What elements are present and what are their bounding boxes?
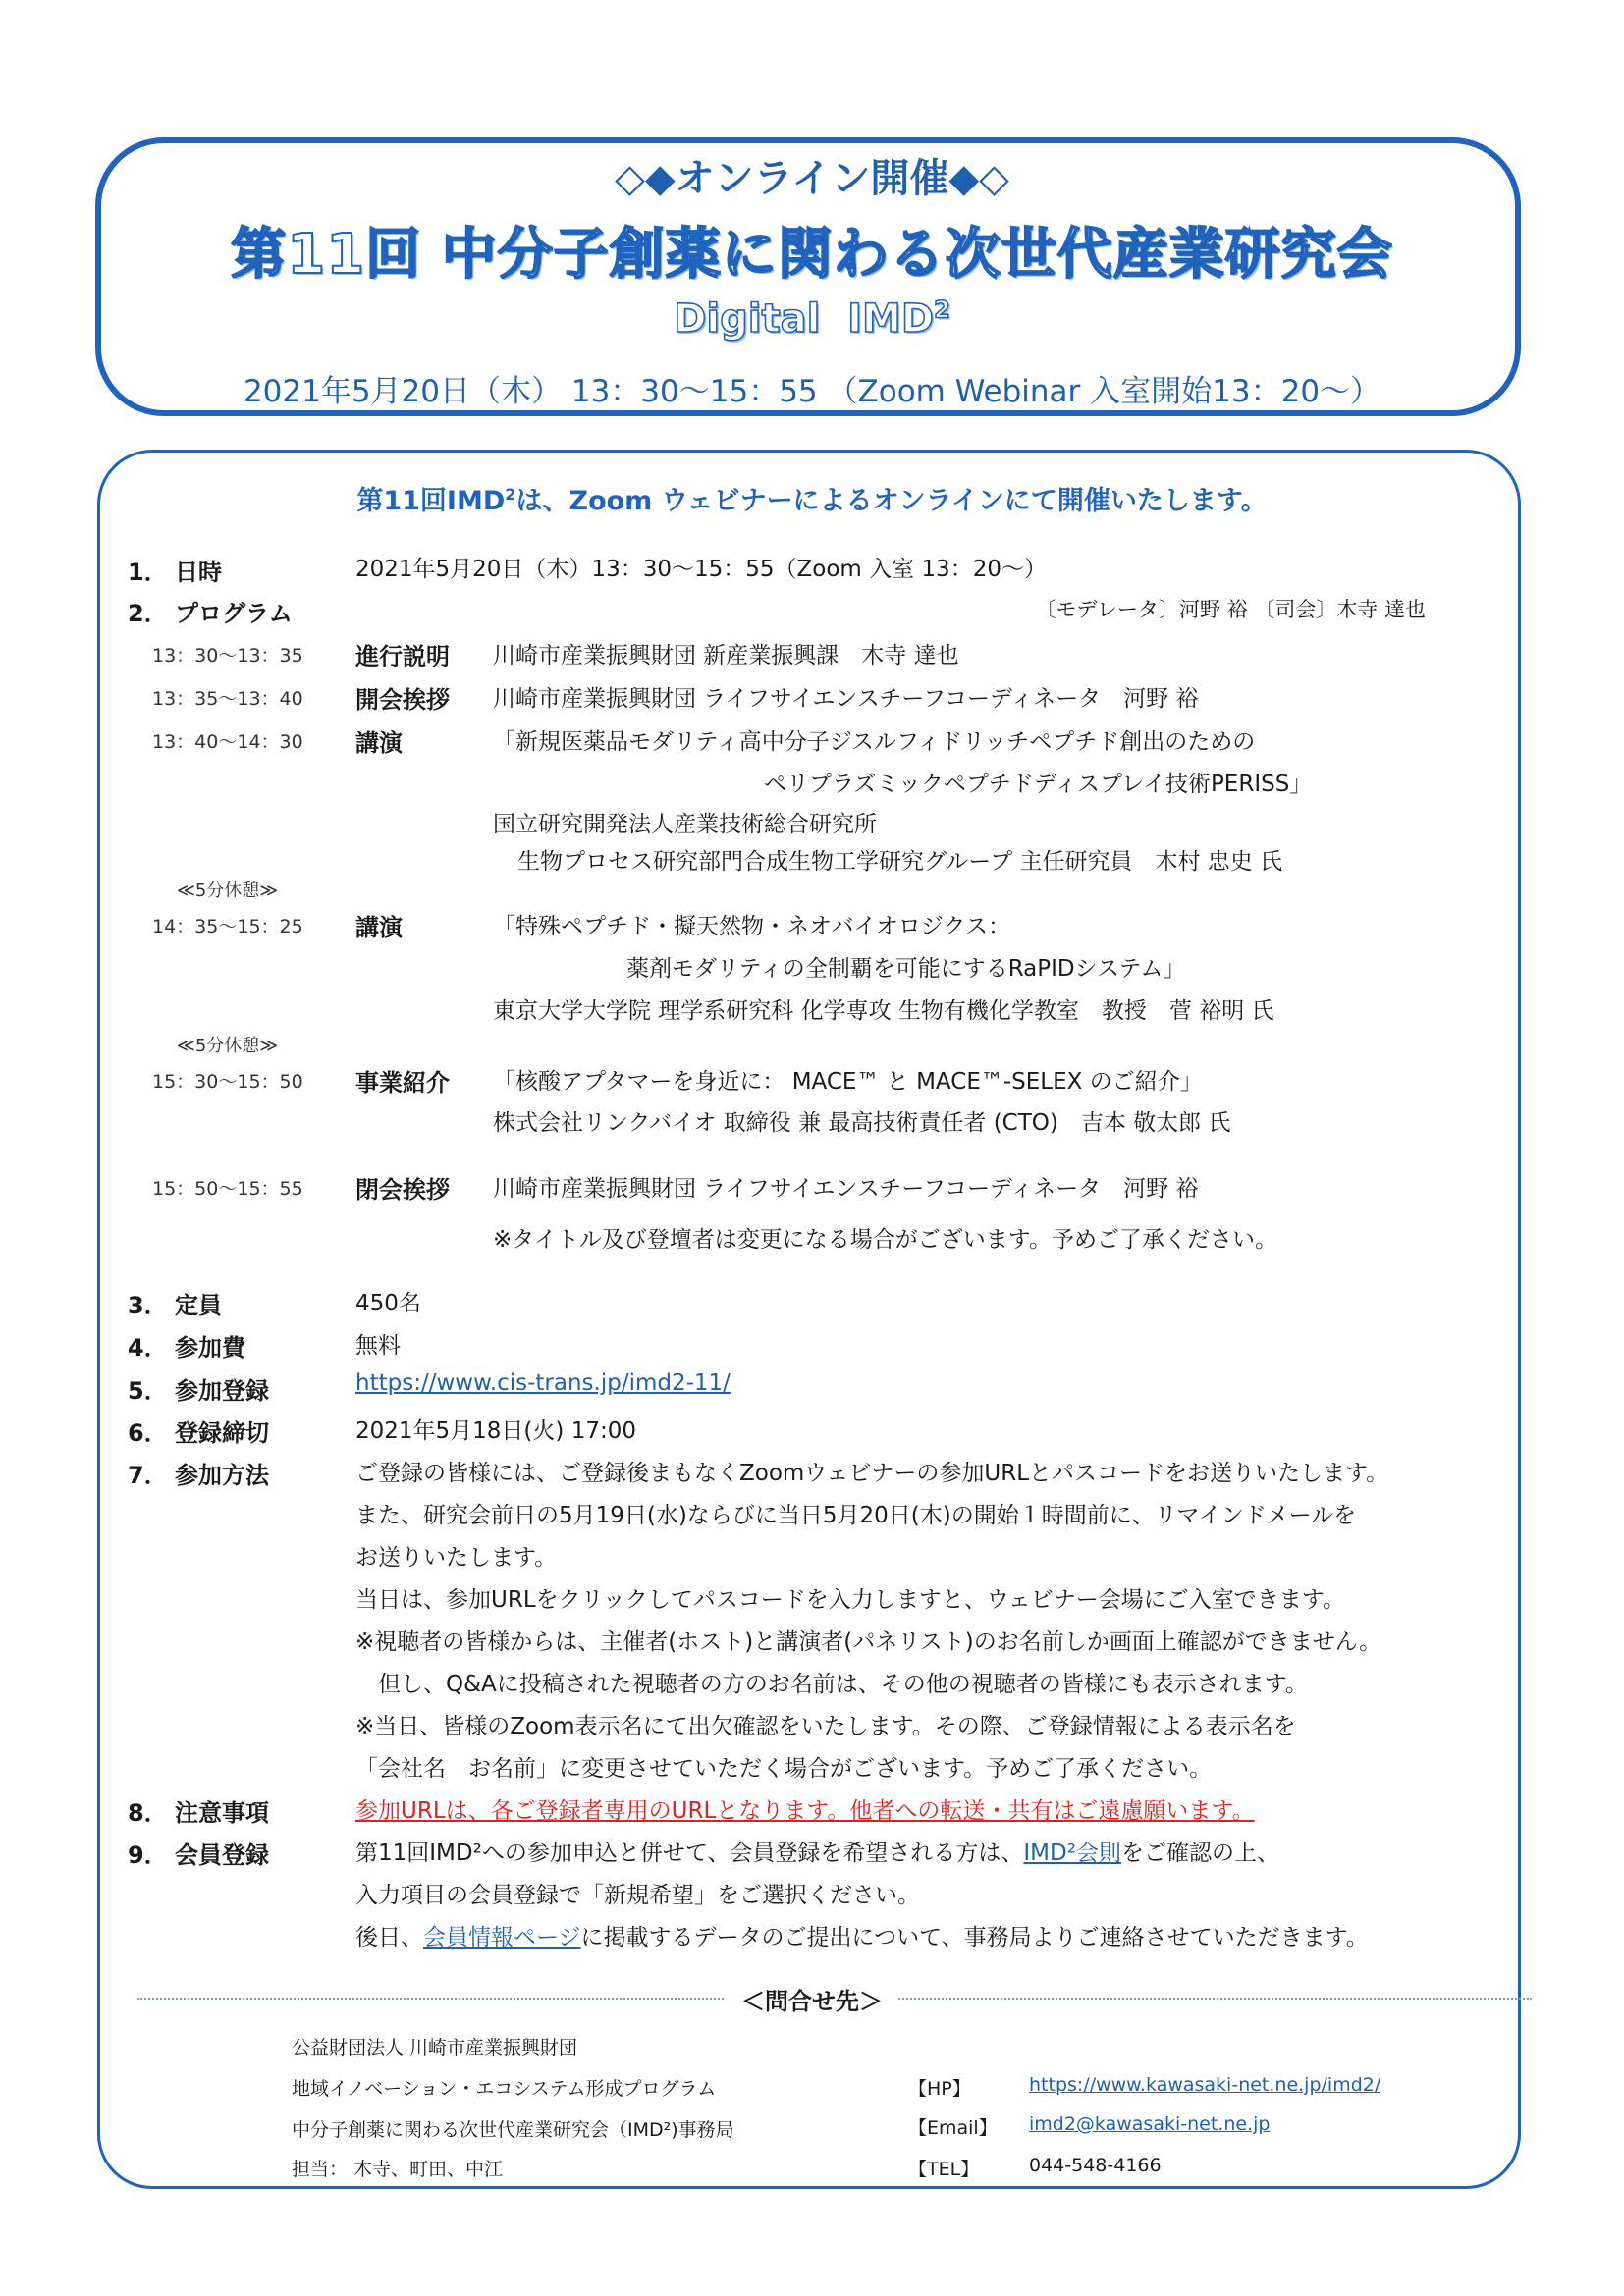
capacity-value: 450名	[355, 1291, 421, 1316]
section-3-number: 3．	[128, 1292, 168, 1319]
contact-org1: 公益財団法人 川崎市産業振興財団	[292, 2037, 578, 2058]
subtitle-sup: 2	[934, 295, 950, 324]
email-label: 【Email】	[908, 2117, 998, 2139]
program-moderator: 〔モデレータ〕河野 裕 〔司会〕木寺 達也	[1035, 598, 1426, 621]
membership-pre: 後日、	[355, 1925, 423, 1950]
section-2-label: プログラム	[175, 600, 293, 627]
membership-post: をご確認の上、	[1120, 1841, 1279, 1866]
membership-line-1	[355, 1835, 1279, 1867]
section-7-number: 7．	[128, 1462, 168, 1489]
program-note: ※タイトル及び登壇者は変更になる場合がございます。予めご了承ください。	[493, 1227, 1277, 1253]
section-5-number: 5．	[128, 1377, 168, 1405]
caution-text: 参加URLは、各ご登録者専用のURLとなります。他者への転送・共有はご遠慮願います。	[355, 1798, 1255, 1824]
section-6-label: 登録締切	[175, 1419, 269, 1447]
section-5-label: 参加登録	[175, 1377, 269, 1405]
contact-org2: 地域イノベーション・エコシステム形成プログラム	[292, 2078, 717, 2100]
section-9-label: 会員登録	[175, 1842, 269, 1869]
program-line: 川崎市産業振興財団 ライフサイエンスチーフコーディネータ 河野 裕	[493, 686, 1199, 712]
program-line: 川崎市産業振興財団 新産業振興課 木寺 達也	[493, 643, 959, 668]
contact-heading: ＜問合せ先＞	[726, 1988, 898, 2015]
method-line: 当日は、参加URLをクリックしてパスコードを入力しますと、ウェビナー会場にご入室できます。	[355, 1587, 1345, 1613]
talk-title-line-1: 「特殊ペプチド・擬天然物・ネオバイオロジクス：	[493, 914, 1011, 939]
talk-title-line-2: 薬剤モダリティの全制覇を可能にするRaPIDシステム」	[626, 956, 1186, 982]
speaker-name: 生物プロセス研究部門合成生物工学研究グループ 主任研究員 木村 忠史 氏	[517, 849, 1283, 875]
contact-org3: 中分子創薬に関わる次世代産業研究会（IMD²)事務局	[292, 2119, 734, 2141]
program-kind: 閉会挨拶	[355, 1176, 450, 1203]
speaker-name: 東京大学大学院 理学系研究科 化学専攻 生物有機化学教室 教授 菅 裕明 氏	[493, 998, 1274, 1024]
event-subtitle	[0, 296, 1624, 342]
tel-value: 044-548-4166	[1029, 2155, 1162, 2176]
break-label: ≪5分休憩≫	[177, 1036, 279, 1056]
member-info-link[interactable]: 会員情報ページ	[423, 1925, 581, 1950]
program-time: 13：35～13：40	[152, 688, 303, 710]
method-line: お送りいたします。	[355, 1545, 558, 1571]
method-line: ※視聴者の皆様からは、主催者(ホスト)と講演者(パネリスト)のお名前しか画面上確認ができません。	[355, 1629, 1382, 1655]
subtitle-imd: IMD	[847, 296, 935, 342]
section-4-label: 参加費	[175, 1334, 245, 1362]
program-time: 13：30～13：35	[152, 645, 303, 667]
fee-value: 無料	[355, 1333, 401, 1359]
section-8-label: 注意事項	[175, 1799, 269, 1827]
contact-staff: 担当： 木寺、町田、中江	[292, 2159, 504, 2180]
contact-heading-wrap	[0, 1982, 1624, 2016]
speaker-affiliation: 国立研究開発法人産業技術総合研究所	[493, 812, 877, 837]
program-time: 13：40～14：30	[152, 731, 303, 753]
speaker-name: 株式会社リンクバイオ 取締役 兼 最高技術責任者 (CTO) 吉本 敬太郎 氏	[493, 1110, 1231, 1136]
method-line: 但し、Q&Aに投稿された視聴者の方のお名前は、その他の視聴者の皆様にも表示されます。	[355, 1672, 1308, 1697]
method-line: また、研究会前日の5月19日(水)ならびに当日5月20日(木)の開始１時間前に、リマインドメールを	[355, 1503, 1357, 1528]
section-1-text: 2021年5月20日（木）13：30～15：55（Zoom 入室 13：20～）	[355, 557, 1047, 582]
section-1-label: 日時	[175, 559, 222, 586]
intro-pre: 第11回IMD	[356, 486, 506, 516]
program-line: 川崎市産業振興財団 ライフサイエンスチーフコーディネータ 河野 裕	[493, 1176, 1199, 1201]
membership-post: に掲載するデータのご提出について、事務局よりご連絡させていただきます。	[580, 1925, 1369, 1950]
hp-link[interactable]: https://www.kawasaki-net.ne.jp/imd2/	[1029, 2074, 1381, 2096]
email-link[interactable]: imd2@kawasaki-net.ne.jp	[1029, 2113, 1271, 2135]
intro-post: は、Zoom ウェビナーによるオンラインにて開催いたします。	[515, 486, 1268, 516]
talk-title-line-2: ペリプラズミックペプチドディスプレイ技術PERISS」	[764, 772, 1313, 797]
section-7-label: 参加方法	[175, 1462, 269, 1489]
membership-line-2: 入力項目の会員登録で「新規希望」をご選択ください。	[355, 1883, 920, 1908]
program-time: 15：50～15：55	[152, 1178, 303, 1200]
section-4-number: 4．	[128, 1334, 168, 1362]
intro-text	[0, 479, 1624, 517]
program-kind: 開会挨拶	[355, 686, 450, 714]
deadline-value: 2021年5月18日(火) 17:00	[355, 1418, 636, 1444]
bylaws-link[interactable]: IMD²会則	[1023, 1841, 1121, 1866]
program-kind: 事業紹介	[355, 1069, 450, 1096]
talk-title-line-1: 「核酸アプタマーを身近に： MACE™ と MACE™-SELEX のご紹介」	[493, 1069, 1203, 1095]
section-2-number: 2．	[128, 600, 168, 627]
section-6-number: 6．	[128, 1419, 168, 1447]
break-label: ≪5分休憩≫	[177, 881, 279, 901]
membership-line-3	[355, 1919, 1369, 1951]
method-line: 「会社名 お名前」に変更させていただく場合がございます。予めご了承ください。	[355, 1756, 1213, 1782]
method-line: ※当日、皆様のZoom表示名にて出欠確認をいたします。その際、ご登録情報による表示名を	[355, 1714, 1296, 1739]
program-time: 14：35～15：25	[152, 916, 303, 937]
section-8-number: 8．	[128, 1799, 168, 1827]
tel-label: 【TEL】	[908, 2159, 980, 2180]
talk-title-line-1: 「新規医薬品モダリティ高中分子ジスルフィドリッチペプチド創出のための	[493, 729, 1256, 755]
event-date-line: 2021年5月20日（木） 13：30～15：55 （Zoom Webinar 入室開始13：20～）	[243, 374, 1381, 409]
intro-sup: 2	[505, 485, 516, 504]
method-line: ご登録の皆様には、ご登録後まもなくZoomウェビナーの参加URLとパスコードをお送りいたします。	[355, 1461, 1389, 1486]
program-time: 15：30～15：50	[152, 1071, 303, 1093]
online-banner: ◇◆オンライン開催◆◇	[615, 156, 1009, 201]
subtitle-digital: Digital	[674, 296, 821, 342]
membership-pre: 第11回IMD²への参加申込と併せて、会員登録を希望される方は、	[355, 1841, 1024, 1866]
page-title: 第11回 中分子創薬に関わる次世代産業研究会	[231, 223, 1393, 287]
hp-label: 【HP】	[908, 2078, 971, 2100]
program-kind: 進行説明	[355, 643, 450, 670]
program-kind: 講演	[355, 914, 403, 941]
section-1-number: 1．	[128, 559, 168, 586]
section-3-label: 定員	[175, 1292, 222, 1319]
program-kind: 講演	[355, 729, 403, 757]
registration-link[interactable]: https://www.cis-trans.jp/imd2-11/	[355, 1370, 731, 1396]
section-9-number: 9．	[128, 1842, 168, 1869]
